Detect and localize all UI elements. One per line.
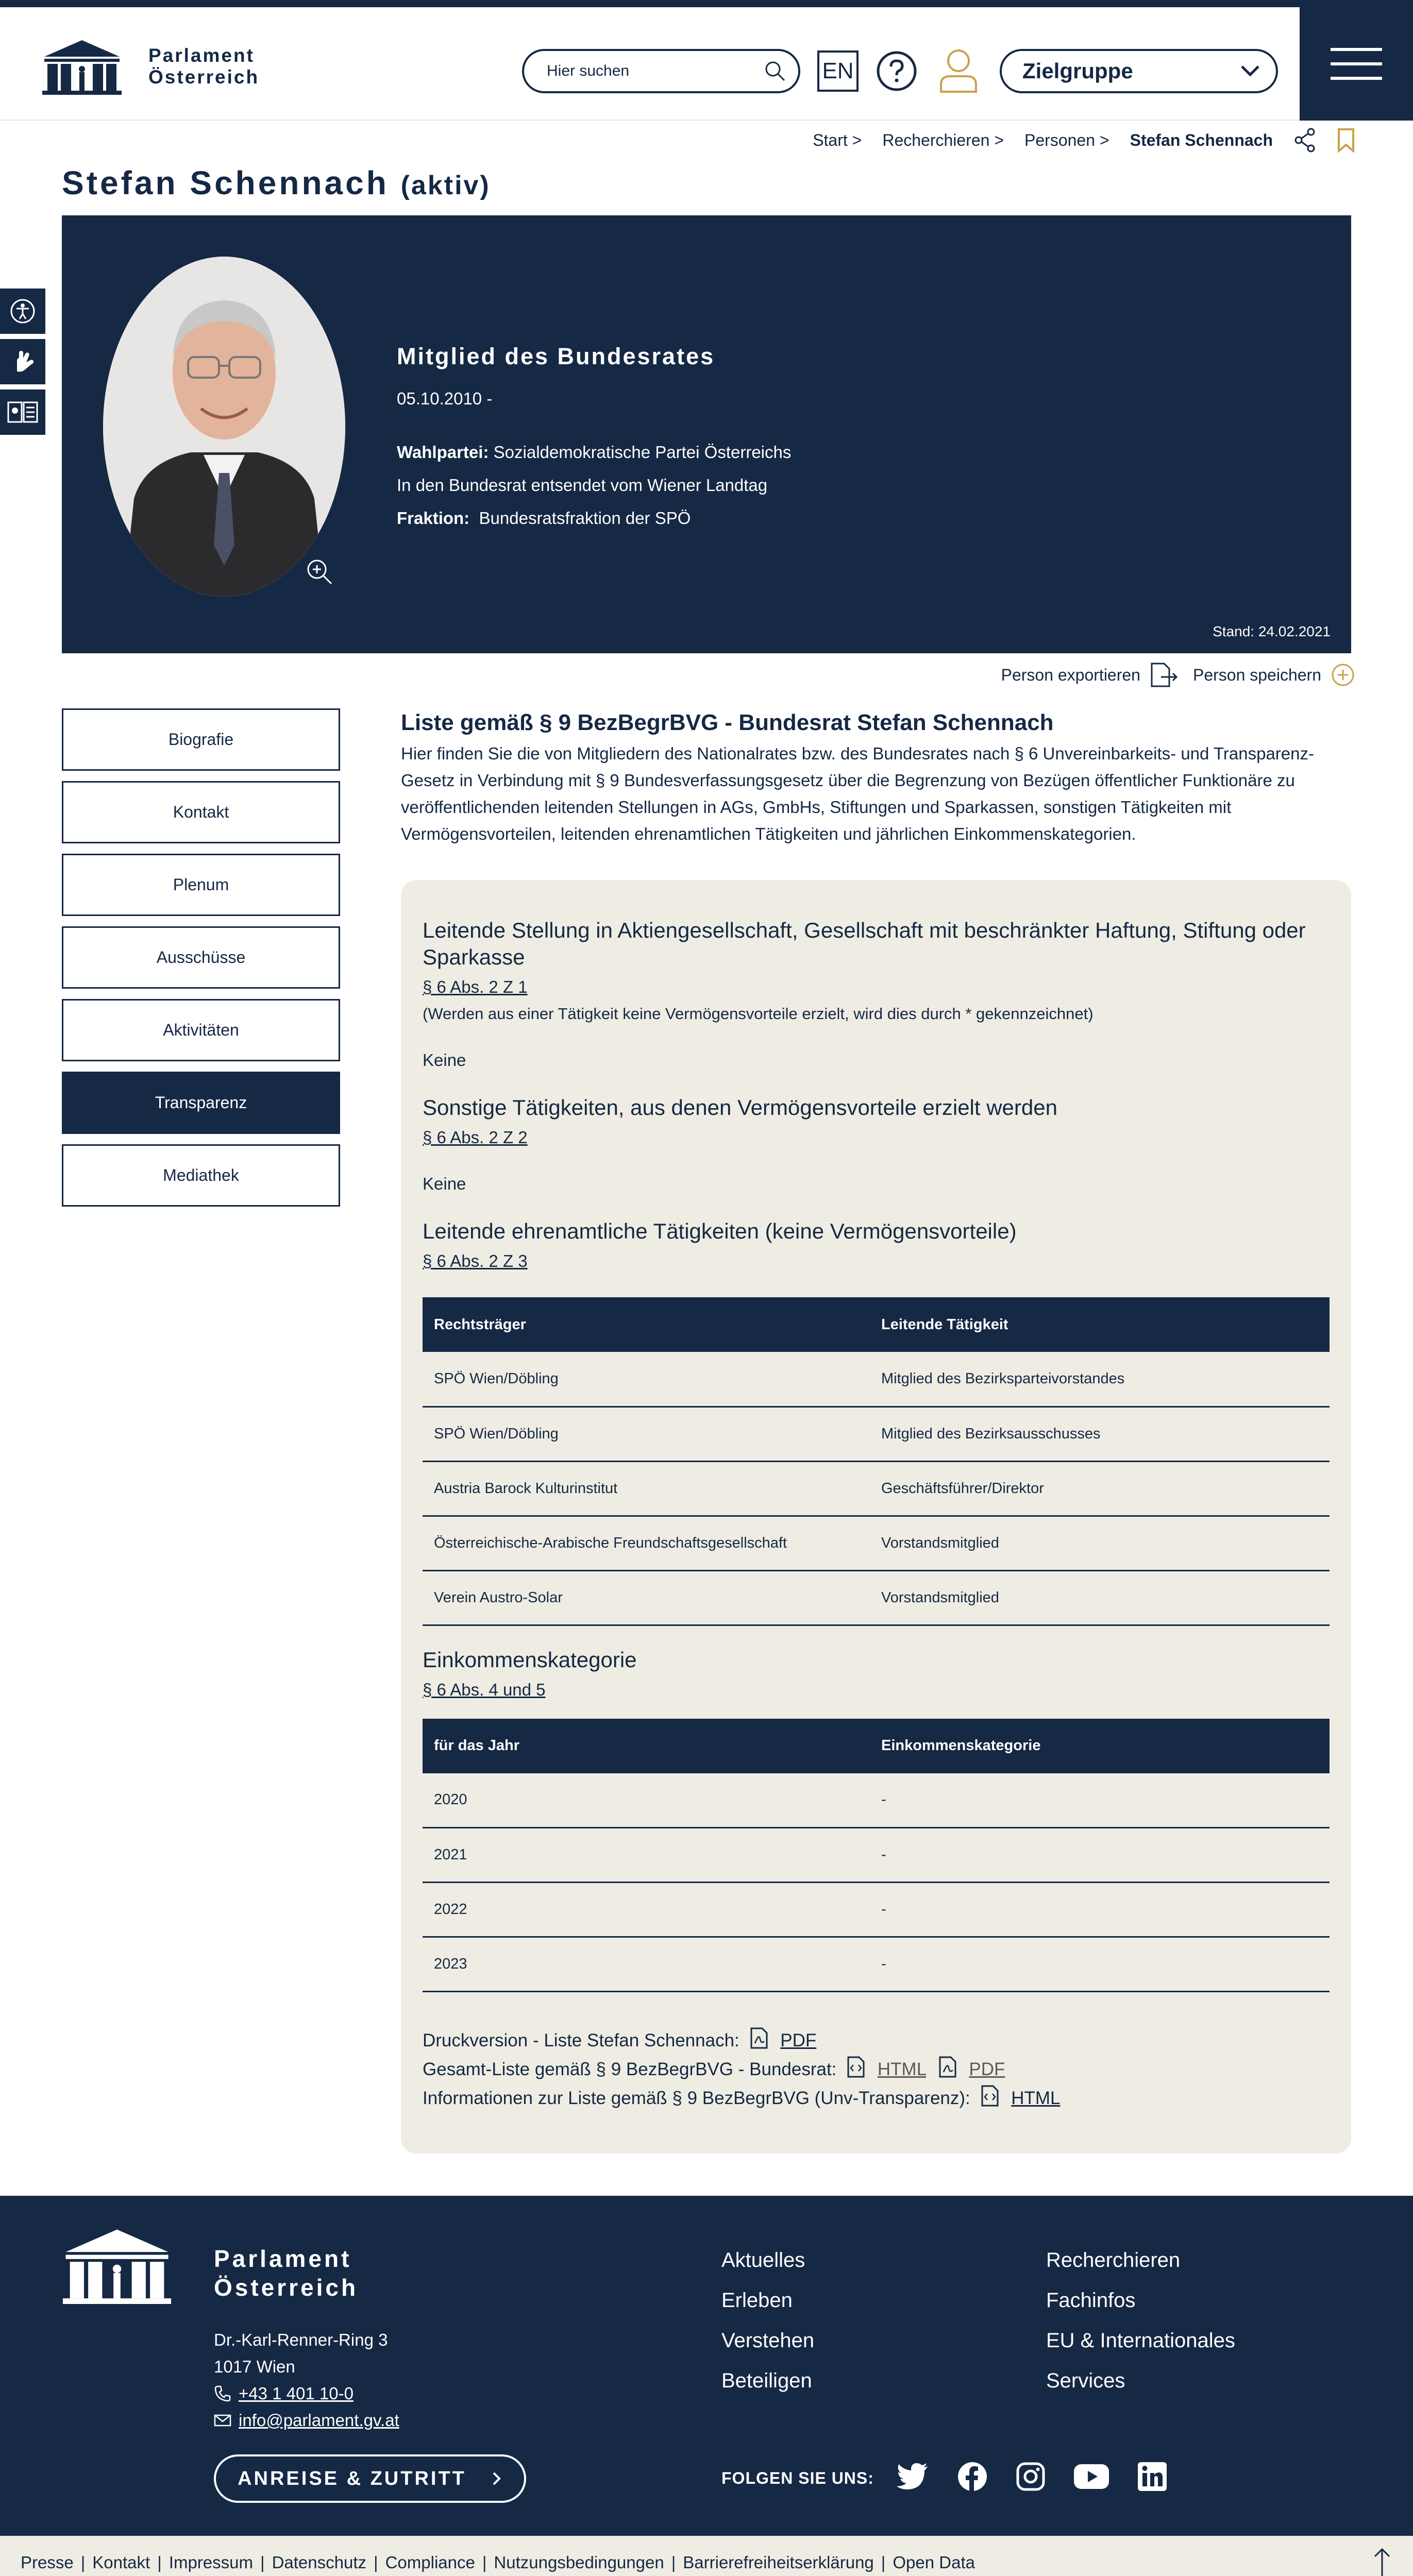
legal-link-open-data[interactable]: Open Data	[893, 2553, 975, 2572]
legal-links-bar: Presse | Kontakt | Impressum | Datenschutz | Compliance | Nutzungsbedingungen | Barrierefreiheitserklärung | Open Data	[0, 2536, 1413, 2576]
parliament-logo-icon[interactable]	[62, 2227, 172, 2304]
site-footer	[0, 2196, 1413, 2536]
sec4-title: Einkommenskategorie	[423, 1647, 637, 1672]
audience-select[interactable]	[1000, 49, 1278, 93]
footer-link-recherchieren[interactable]: Recherchieren	[1046, 2249, 1181, 2272]
mail-icon	[214, 2412, 231, 2429]
bookmark-icon[interactable]	[1337, 128, 1355, 152]
person-sent-by: In den Bundesrat entsendet vom Wiener Landtag	[397, 476, 768, 495]
sec1-note: (Werden aus einer Tätigkeit keine Vermögensvorteile erzielt, wird dies durch * gekennzeichnet)	[423, 1005, 1094, 1023]
phone-icon	[214, 2385, 231, 2402]
faction-label: Fraktion:	[397, 509, 470, 528]
portrait-image	[103, 257, 345, 597]
person-actions	[1001, 662, 1355, 688]
table-cell: 2022	[423, 1883, 870, 1937]
sec3-law-link[interactable]: § 6 Abs. 2 Z 3	[423, 1251, 528, 1270]
footer-brand-line1: Parlament	[214, 2245, 352, 2272]
table-row	[423, 1828, 1330, 1883]
directions-access-label: ANREISE & ZUTRITT	[238, 2467, 466, 2489]
sec4-law-link[interactable]: § 6 Abs. 4 und 5	[423, 1680, 546, 1699]
nav-transparenz[interactable]: Transparenz	[62, 1072, 340, 1134]
table-cell: Geschäftsführer/Direktor	[870, 1461, 1330, 1516]
facebook-icon[interactable]	[957, 2462, 987, 2492]
sign-language-icon	[10, 349, 36, 375]
print-pdf-link[interactable]: PDF	[780, 2030, 817, 2050]
party-label: Wahlpartei:	[397, 443, 489, 462]
transparency-panel	[401, 880, 1351, 2154]
table-cell: Austria Barock Kulturinstitut	[423, 1461, 870, 1516]
person-name: Stefan Schennach	[62, 164, 389, 201]
table-row	[423, 1406, 1330, 1461]
total-html-link[interactable]: HTML	[877, 2059, 926, 2079]
main-content	[401, 708, 1351, 848]
section-title: Liste gemäß § 9 BezBegrBVG - Bundesrat Stefan Schennach	[401, 710, 1054, 735]
table-cell: SPÖ Wien/Döbling	[423, 1406, 870, 1461]
party-value: Sozialdemokratische Partei Österreichs	[493, 443, 792, 462]
sec3-title: Leitende ehrenamtliche Tätigkeiten (keine Vermögensvorteile)	[423, 1219, 1017, 1243]
table-row	[423, 1516, 1330, 1570]
table-cell: 2021	[423, 1828, 870, 1883]
language-switch-button[interactable]: EN	[817, 50, 859, 92]
accessibility-button[interactable]	[0, 289, 45, 334]
page-title	[62, 164, 491, 202]
footer-brand-line2: Österreich	[214, 2274, 359, 2301]
html-file-icon	[847, 2056, 865, 2078]
info-list-line	[423, 2084, 1330, 2113]
table-row	[423, 1461, 1330, 1516]
footer-address	[214, 2327, 399, 2434]
breadcrumb-current: Stefan Schennach	[1130, 130, 1273, 149]
footer-email-line	[214, 2407, 399, 2434]
export-person-label[interactable]: Person exportieren	[1001, 665, 1140, 684]
top-accent-bar	[0, 0, 1413, 7]
footer-link-beteiligen[interactable]: Beteiligen	[721, 2369, 812, 2392]
easy-language-icon	[7, 399, 38, 425]
breadcrumb-start[interactable]: Start >	[813, 130, 862, 149]
table-row	[423, 1937, 1330, 1992]
html-file-icon	[981, 2084, 999, 2107]
arrow-up-icon[interactable]	[1372, 2547, 1392, 2576]
table-row	[423, 1570, 1330, 1625]
save-person-label[interactable]: Person speichern	[1192, 665, 1321, 684]
info-html-link[interactable]: HTML	[1011, 2088, 1061, 2108]
linkedin-icon[interactable]	[1138, 2462, 1167, 2491]
print-version-label: Druckversion - Liste Stefan Schennach:	[423, 2030, 739, 2050]
person-faction-line	[397, 502, 1015, 535]
faction-value: Bundesratsfraktion der SPÖ	[479, 509, 691, 528]
main-menu-button[interactable]	[1300, 7, 1413, 121]
person-status: (aktiv)	[400, 171, 491, 200]
zoom-in-icon[interactable]	[306, 558, 333, 585]
person-section-nav	[62, 708, 340, 1217]
footer-street: Dr.-Karl-Renner-Ring 3	[214, 2330, 388, 2349]
footer-brand	[214, 2244, 358, 2302]
table-cell: -	[870, 1828, 1330, 1883]
total-list-line	[423, 2055, 1330, 2084]
share-icon[interactable]	[1293, 128, 1316, 152]
person-portrait[interactable]	[103, 257, 345, 597]
nav-kontakt[interactable]: Kontakt	[62, 781, 340, 843]
directions-access-button[interactable]	[214, 2454, 526, 2503]
table-header: Einkommenskategorie	[870, 1719, 1330, 1773]
accessibility-toolbar	[0, 289, 45, 440]
add-circle-icon[interactable]	[1331, 663, 1355, 687]
section-intro: Hier finden Sie die von Mitgliedern des Nationalrates bzw. des Bundesrates nach § 6 Unvereinbarkeits- und Transparenz-Gesetz in Verbindung mit § 9 Bundesverfassungsgesetz über die Begrenzung von Bezügen öffentlicher Funktionäre zu veröffentlichenden leitenden Stellungen in AGs, GmbHs, Stiftungen und Sparkassen, sonstigen Tätigkeiten mit Vermögensvorteilen, leitenden ehrenamtlichen Tätigkeiten und jährlichen Einkommenskategorien.	[401, 744, 1314, 843]
nav-mediathek[interactable]: Mediathek	[62, 1144, 340, 1207]
instagram-icon[interactable]	[1016, 2462, 1045, 2491]
income-category-table	[423, 1719, 1330, 1993]
table-cell: -	[870, 1883, 1330, 1937]
table-row	[423, 1883, 1330, 1937]
pdf-file-icon	[938, 2056, 957, 2078]
table-row	[423, 1773, 1330, 1828]
breadcrumb-personen[interactable]: Personen >	[1024, 130, 1109, 149]
print-version-line	[423, 2026, 1330, 2055]
sec1-law-link[interactable]: § 6 Abs. 2 Z 1	[423, 977, 528, 996]
chevron-down-icon	[1240, 64, 1260, 78]
footer-link-eu-internationales[interactable]: EU & Internationales	[1046, 2329, 1235, 2352]
breadcrumb	[813, 128, 1355, 152]
sec1-value: Keine	[423, 1050, 466, 1070]
footer-nav-col1	[721, 2240, 814, 2401]
sec2-value: Keine	[423, 1174, 466, 1193]
legal-link-impressum[interactable]: Impressum	[169, 2553, 253, 2572]
table-header: für das Jahr	[423, 1719, 870, 1773]
easy-language-button[interactable]	[0, 389, 45, 435]
hamburger-icon	[1331, 48, 1382, 51]
social-links	[897, 2462, 1167, 2492]
export-icon[interactable]	[1150, 662, 1179, 688]
table-header: Rechtsträger	[423, 1297, 870, 1352]
total-pdf-link[interactable]: PDF	[969, 2059, 1005, 2079]
nav-plenum[interactable]: Plenum	[62, 854, 340, 916]
total-list-label: Gesamt-Liste gemäß § 9 BezBegrBVG - Bundesrat:	[423, 2059, 837, 2079]
user-account-icon[interactable]	[938, 47, 979, 94]
footer-link-aktuelles[interactable]: Aktuelles	[721, 2249, 805, 2272]
nav-biografie[interactable]: Biografie	[62, 708, 340, 771]
nav-ausschuesse[interactable]: Ausschüsse	[62, 926, 340, 989]
person-hero	[62, 215, 1351, 653]
footer-nav-col2	[1046, 2240, 1235, 2401]
table-cell: Verein Austro-Solar	[423, 1570, 870, 1625]
help-icon[interactable]	[876, 50, 917, 92]
accessibility-icon	[10, 298, 36, 324]
info-list-label: Informationen zur Liste gemäß § 9 BezBegrBVG (Unv-Transparenz):	[423, 2088, 970, 2108]
person-since: 05.10.2010 -	[397, 389, 493, 408]
table-row	[423, 1352, 1330, 1406]
logo-line2: Österreich	[148, 66, 260, 88]
chevron-right-icon	[491, 2471, 502, 2486]
table-cell: Vorstandsmitglied	[870, 1570, 1330, 1625]
footer-link-fachinfos[interactable]: Fachinfos	[1046, 2289, 1136, 2312]
person-role: Mitglied des Bundesrates	[397, 343, 715, 369]
stand-date: Stand: 24.02.2021	[1213, 623, 1331, 639]
follow-us-label: FOLGEN SIE UNS:	[721, 2469, 874, 2487]
pdf-file-icon	[750, 2027, 768, 2049]
table-cell: 2023	[423, 1937, 870, 1992]
footer-phone-link[interactable]: +43 1 401 10-0	[239, 2384, 354, 2403]
legal-link-presse[interactable]: Presse	[21, 2553, 74, 2572]
youtube-icon[interactable]	[1074, 2464, 1109, 2489]
table-cell: -	[870, 1937, 1330, 1992]
table-header: Leitende Tätigkeit	[870, 1297, 1330, 1352]
table-cell: -	[870, 1773, 1330, 1828]
search-box[interactable]	[522, 49, 800, 93]
twitter-icon[interactable]	[897, 2463, 929, 2490]
footer-link-services[interactable]: Services	[1046, 2369, 1125, 2392]
footer-email-link[interactable]: info@parlament.gv.at	[239, 2411, 399, 2430]
footer-city: 1017 Wien	[214, 2357, 295, 2376]
parliament-logo-icon	[42, 38, 122, 95]
sign-language-button[interactable]	[0, 339, 45, 384]
sec1-title: Leitende Stellung in Aktiengesellschaft, Gesellschaft mit beschränkter Haftung, Stiftung oder Sparkasse	[423, 918, 1306, 969]
footer-phone-line	[214, 2380, 399, 2407]
table-cell: Mitglied des Bezirksparteivorstandes	[870, 1352, 1330, 1406]
legal-link-kontakt[interactable]: Kontakt	[92, 2553, 150, 2572]
audience-select-label: Zielgruppe	[1022, 59, 1133, 83]
table-cell: SPÖ Wien/Döbling	[423, 1352, 870, 1406]
person-party-line	[397, 436, 1015, 469]
table-cell: 2020	[423, 1773, 870, 1828]
nav-aktivitaeten[interactable]: Aktivitäten	[62, 999, 340, 1061]
table-cell: Mitglied des Bezirksausschusses	[870, 1406, 1330, 1461]
sec2-title: Sonstige Tätigkeiten, aus denen Vermögensvorteile erzielt werden	[423, 1095, 1057, 1120]
site-logo[interactable]	[42, 38, 259, 95]
footer-link-verstehen[interactable]: Verstehen	[721, 2329, 815, 2352]
document-links	[423, 2026, 1330, 2113]
legal-link-nutzungsbedingungen[interactable]: Nutzungsbedingungen	[494, 2553, 664, 2572]
honorary-activities-table	[423, 1297, 1330, 1626]
legal-link-barrierefreiheit[interactable]: Barrierefreiheitserklärung	[683, 2553, 874, 2572]
search-icon[interactable]	[764, 60, 786, 82]
sec2-law-link[interactable]: § 6 Abs. 2 Z 2	[423, 1128, 528, 1147]
legal-link-datenschutz[interactable]: Datenschutz	[272, 2553, 367, 2572]
breadcrumb-recherchieren[interactable]: Recherchieren >	[882, 130, 1004, 149]
legal-link-compliance[interactable]: Compliance	[385, 2553, 475, 2572]
table-cell: Vorstandsmitglied	[870, 1516, 1330, 1570]
table-cell: Österreichische-Arabische Freundschaftsgesellschaft	[423, 1516, 870, 1570]
footer-link-erleben[interactable]: Erleben	[721, 2289, 793, 2312]
site-header	[0, 7, 1413, 121]
search-input[interactable]	[547, 62, 764, 80]
logo-line1: Parlament	[148, 45, 255, 66]
